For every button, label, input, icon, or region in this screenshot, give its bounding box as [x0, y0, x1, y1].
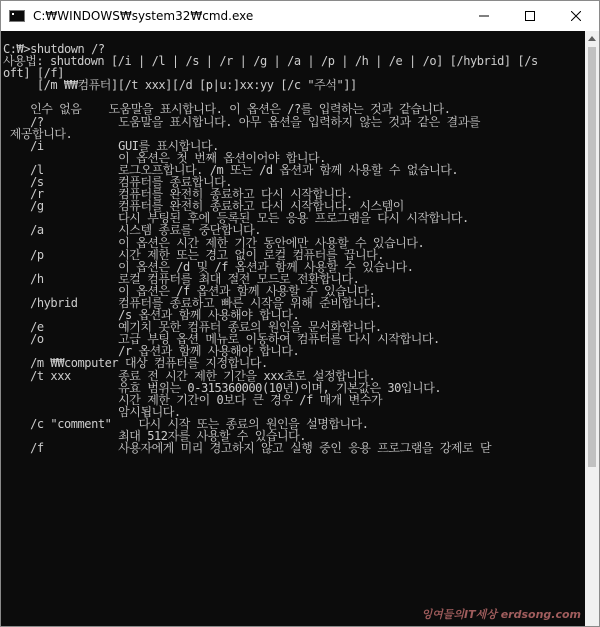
close-button[interactable] [553, 1, 599, 31]
scroll-up-button[interactable] [585, 31, 599, 45]
minimize-button[interactable] [461, 1, 507, 31]
title-bar[interactable] [1, 1, 599, 31]
window-title: C:₩WINDOWS₩system32₩cmd.exe [33, 9, 254, 23]
watermark-text: 잉여들의IT세상 erdsong.com [421, 608, 581, 621]
maximize-icon [525, 11, 535, 21]
console-text: C:₩>shutdown /? 사용법: shutdown [/i | /l | /s | /r | /g | /a | /p | /h | /e | /o] [/hybrid] [/s oft] [/f] [/m ₩₩컴퓨터][/t xxx][/d [p|u:]xx:yy [/c "주석"]] 인수 없음 도움말을 표시합니다. 이 옵션은 /?를 입력하는 것과 같습니다. /? 도움말을 표시합니다. 아무 옵션을 입력하지 않는 것과 같은 결과를 제공합니다. /i GUI를 표시합니다. 이 옵션은 첫 번째 옵션이어야 합니다. /l 로그오프합니다. /m 또는 /d 옵션과 함께 사용할 수 없습니다. /s 컴퓨터를 종료합니다. /r 컴퓨터를 완전히 종료하고 다시 시작합니다. /g 컴퓨터를 완전히 종료하고 다시 시작합니다. 시스템이 다시 부팅된 후에 등록된 모든 응용 프로그램을 다시 시작합니다. /a 시스템 종료를 중단합니다. 이 옵션은 시간 제한 기간 동안에만 사용할 수 있습니다. /p 시간 제한 또는 경고 없이 로컬 컴퓨터를 끕니다. 이 옵션은 /d 및 /f 옵션과 함께 사용할 수 있습니다. /h 로컬 컴퓨터를 최대 절전 모드로 전환합니다. 이 옵션은 /f 옵션과 함께 사용할 수 있습니다. /hybrid 컴퓨터를 종료하고 빠른 시작을 위해 준비합니다. /s 옵션과 함께 사용해야 합니다. /e 예기치 못한 컴퓨터 종료의 원인을 문서화합니다. /o 고급 부팅 옵션 메뉴로 이동하여 컴퓨터를 다시 시작합니다. /r 옵션과 함께 사용해야 합니다. /m ₩₩computer 대상 컴퓨터를 지정합니다. /t xxx 종료 전 시간 제한 기간을 xxx초로 설정합니다. 유효 범위는 0-315360000(10년)이며, 기본값은 30입니다. 시간 제한 기간이 0보다 큰 경우 /f 매개 변수가 암시됩니다. /c "comment" 다시 시작 또는 종료의 원인을 설명합니다. 최대 512자를 사용할 수 있습니다. /f 사용자에게 미리 경고하지 않고 실행 중인 응용 프로그램을 강제로 닫 [3, 42, 538, 456]
scroll-thumb[interactable] [588, 47, 596, 467]
window-controls [461, 1, 599, 31]
cmd-app-icon[interactable] [9, 10, 25, 22]
console-output-area[interactable] [1, 31, 585, 627]
minimize-icon [479, 11, 489, 21]
vertical-scrollbar[interactable] [585, 31, 599, 627]
maximize-button[interactable] [507, 1, 553, 31]
close-icon [571, 11, 581, 21]
scroll-up-arrow-icon [588, 36, 596, 41]
